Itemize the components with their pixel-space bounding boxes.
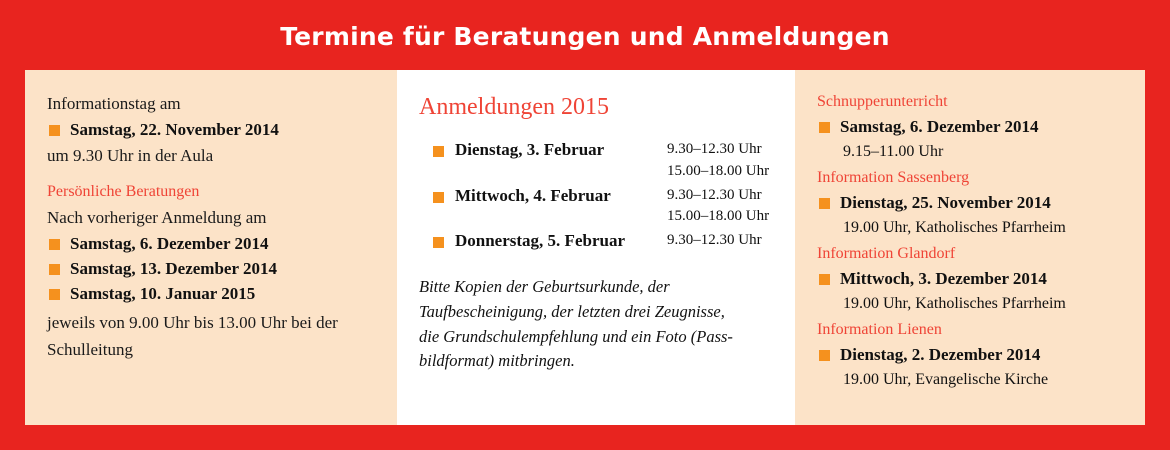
registration-times-3 <box>667 230 762 252</box>
middle-panel <box>397 70 795 425</box>
personal-consult-subheading: Nach vorheriger Anmeldung am <box>47 208 267 228</box>
note-line-1: Bitte Kopien der Geburtsurkunde, der <box>419 277 670 297</box>
block-detail-2: 19.00 Uhr, Katholisches Pfarrheim <box>843 218 1066 236</box>
square-bullet-icon <box>49 239 60 250</box>
list-item <box>817 192 1125 215</box>
table-row <box>419 139 775 183</box>
block-date-1: Samstag, 6. Dezember 2014 <box>840 116 1039 136</box>
registration-time-1a: 9.30–12.30 Uhr <box>667 141 762 158</box>
consult-date-2: Samstag, 13. Dezember 2014 <box>70 258 277 278</box>
square-bullet-icon <box>819 198 830 209</box>
panel-container <box>25 70 1145 425</box>
note-line-2: Taufbescheinigung, der letzten drei Zeugnisse, <box>419 301 725 321</box>
page-title: Termine für Beratungen und Anmeldungen <box>280 22 890 51</box>
block-date-4: Dienstag, 2. Dezember 2014 <box>840 345 1041 365</box>
square-bullet-icon <box>49 125 60 136</box>
consult-footer-line-2: Schulleitung <box>47 340 133 360</box>
registration-times-1 <box>667 139 769 183</box>
square-bullet-icon <box>433 237 444 248</box>
registration-time-2a: 9.30–12.30 Uhr <box>667 186 762 203</box>
consult-footer-line-1: jeweils von 9.00 Uhr bis 13.00 Uhr bei der <box>47 313 338 333</box>
info-block-schnupperunterricht <box>817 92 1125 163</box>
info-day-time: um 9.30 Uhr in der Aula <box>47 145 214 165</box>
note-line-3: die Grundschulempfehlung und ein Foto (Pass- <box>419 326 733 346</box>
registration-times-2 <box>667 185 769 229</box>
square-bullet-icon <box>819 274 830 285</box>
documents-note <box>419 275 774 374</box>
registration-day-3: Donnerstag, 5. Februar <box>455 231 625 251</box>
block-heading-3: Information Glandorf <box>817 245 956 263</box>
registration-time-3a: 9.30–12.30 Uhr <box>667 232 762 249</box>
info-day-date: Samstag, 22. November 2014 <box>70 119 279 139</box>
registrations-heading: Anmeldungen 2015 <box>419 94 609 120</box>
registration-time-2b: 15.00–18.00 Uhr <box>667 208 770 225</box>
block-heading-4: Information Lienen <box>817 321 942 339</box>
list-item <box>47 283 377 306</box>
square-bullet-icon <box>49 264 60 275</box>
list-item <box>47 119 377 142</box>
info-block-sassenberg <box>817 168 1125 239</box>
consult-date-1: Samstag, 6. Dezember 2014 <box>70 233 269 253</box>
list-item <box>817 344 1125 367</box>
registration-time-1b: 15.00–18.00 Uhr <box>667 162 770 179</box>
square-bullet-icon <box>819 350 830 361</box>
registration-day-1: Dienstag, 3. Februar <box>455 140 605 160</box>
right-panel <box>795 70 1145 425</box>
list-item <box>47 258 377 281</box>
consult-date-3: Samstag, 10. Januar 2015 <box>70 283 256 303</box>
block-detail-4: 19.00 Uhr, Evangelische Kirche <box>843 371 1049 389</box>
note-line-4: bildformat) mitbringen. <box>419 351 575 371</box>
list-item <box>47 233 377 256</box>
square-bullet-icon <box>819 122 830 133</box>
info-block-lienen <box>817 320 1125 391</box>
personal-consult-heading: Persönliche Beratungen <box>47 183 200 201</box>
list-item <box>817 116 1125 139</box>
table-row <box>419 185 775 229</box>
block-date-2: Dienstag, 25. November 2014 <box>840 192 1051 212</box>
block-heading-1: Schnupperunterricht <box>817 93 948 110</box>
left-panel <box>25 70 397 425</box>
block-date-3: Mittwoch, 3. Dezember 2014 <box>840 269 1047 289</box>
block-heading-2: Information Sassenberg <box>817 169 970 187</box>
square-bullet-icon <box>49 289 60 300</box>
block-detail-3: 19.00 Uhr, Katholisches Pfarrheim <box>843 294 1066 312</box>
block-detail-1: 9.15–11.00 Uhr <box>843 142 944 160</box>
square-bullet-icon <box>433 192 444 203</box>
registration-day-2: Mittwoch, 4. Februar <box>455 185 611 205</box>
square-bullet-icon <box>433 146 444 157</box>
info-block-glandorf <box>817 244 1125 315</box>
table-row <box>419 230 775 253</box>
list-item <box>817 268 1125 291</box>
info-day-label: Informationstag am <box>47 94 181 113</box>
